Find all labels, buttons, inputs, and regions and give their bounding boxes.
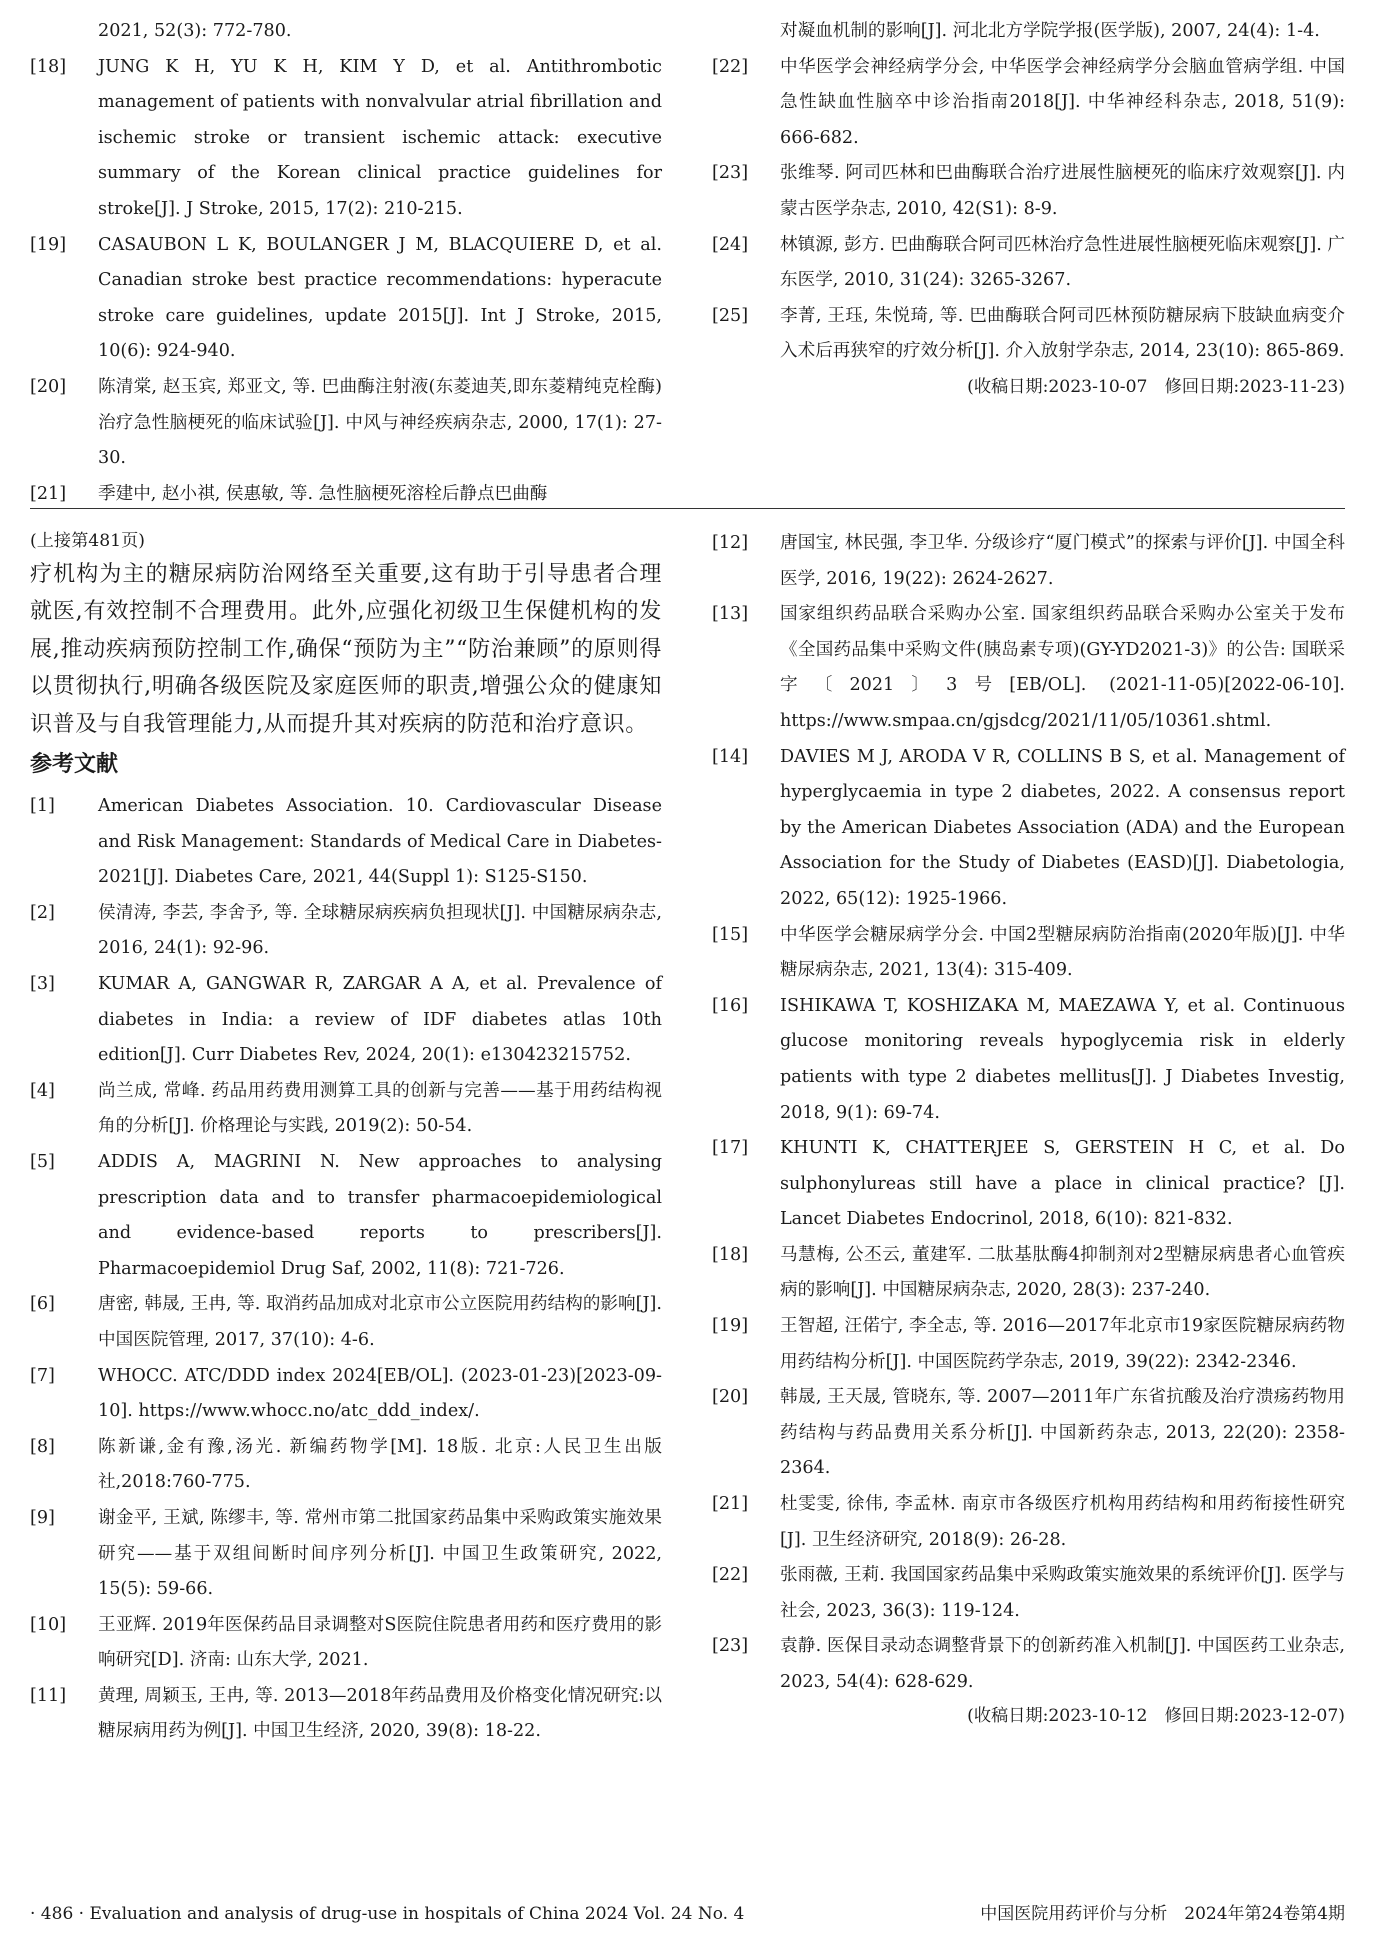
reference-item <box>712 156 1345 227</box>
reference-item <box>30 14 662 50</box>
reference-item <box>712 228 1345 299</box>
reference-number: [18] <box>30 56 67 77</box>
footer-right: 中国医院用药评价与分析 2024年第24卷第4期 <box>980 1904 1345 1924</box>
reference-number: [23] <box>712 163 749 184</box>
reference-text: 韩晟, 王天晟, 管晓东, 等. 2007—2011年广东省抗酸及治疗溃疡药物用药结构与药品费用关系分析[J]. 中国新药杂志, 2013, 22(20): 2358-2364. <box>780 1387 1345 1479</box>
reference-text: 唐密, 韩晟, 王冉, 等. 取消药品加成对北京市公立医院用药结构的影响[J]. 中国医院管理, 2017, 37(10): 4-6. <box>98 1294 662 1350</box>
reference-number: [25] <box>712 305 749 326</box>
continued-from-note: (上接第481页) <box>30 531 145 551</box>
reference-item <box>712 14 1345 50</box>
reference-list <box>30 789 662 1750</box>
reference-text: 黄理, 周颖玉, 王冉, 等. 2013—2018年药品费用及价格变化情况研究:以糖尿病用药为例[J]. 中国卫生经济, 2020, 39(8): 18-22. <box>98 1685 662 1742</box>
reference-text: 张维琴. 阿司匹林和巴曲酶联合治疗进展性脑梗死的临床疗效观察[J]. 内蒙古医学杂志, 2010, 42(S1): 8-9. <box>780 163 1345 219</box>
reference-number: [5] <box>30 1151 55 1172</box>
reference-text: JUNG K H, YU K H, KIM Y D, et al. Antithrombotic management of patients with nonvalvular atrial fibrillation and ischemic stroke or transient ischemic attack: executive summary of the Korean clinical practice guidelines for stroke[J]. J Stroke, 2015, 17(2): 210-215. <box>98 56 662 219</box>
reference-text: 中华医学会神经病学分会, 中华医学会神经病学分会脑血管病学组. 中国急性缺血性脑卒中诊治指南2018[J]. 中华神经科杂志, 2018, 51(9): 666-682. <box>780 56 1345 148</box>
reference-item <box>712 918 1345 989</box>
reference-text: ISHIKAWA T, KOSHIZAKA M, MAEZAWA Y, et al. Continuous glucose monitoring reveals hypoglycemia risk in elderly patients with type 2 diabetes mellitus[J]. J Diabetes Investig, 2018, 9(1): 69-74. <box>780 995 1345 1123</box>
reference-number: [11] <box>30 1685 67 1706</box>
reference-number: [8] <box>30 1436 55 1457</box>
reference-item <box>712 1380 1345 1487</box>
reference-number: [22] <box>712 56 749 77</box>
reference-number: [21] <box>30 483 67 504</box>
top-right-references <box>712 14 1345 402</box>
reference-item <box>712 989 1345 1131</box>
bottom-right-column <box>712 526 1345 1731</box>
reference-item <box>30 1679 662 1750</box>
bottom-left-column <box>30 526 662 1750</box>
reference-item <box>712 299 1345 370</box>
reference-text: 唐国宝, 林民强, 李卫华. 分级诊疗“厦门模式”的探索与评价[J]. 中国全科医学, 2016, 19(22): 2624-2627. <box>780 533 1345 589</box>
reference-item <box>712 1558 1345 1629</box>
reference-number: [6] <box>30 1294 55 1315</box>
reference-item <box>712 1131 1345 1238</box>
reference-item <box>30 1287 662 1358</box>
reference-number: [10] <box>30 1614 67 1635</box>
reference-number: [14] <box>712 746 749 767</box>
received-dates: (收稿日期:2023-10-12 修回日期:2023-12-07) <box>967 1705 1345 1726</box>
reference-text: KHUNTI K, CHATTERJEE S, GERSTEIN H C, et al. Do sulphonylureas still have a place in clinical practice? [J]. Lancet Diabetes Endocrinol, 2018, 6(10): 821-832. <box>780 1138 1345 1230</box>
reference-text: 张雨薇, 王莉. 我国国家药品集中采购政策实施效果的系统评价[J]. 医学与社会, 2023, 36(3): 119-124. <box>780 1565 1345 1621</box>
reference-item <box>30 477 662 513</box>
reference-text: WHOCC. ATC/DDD index 2024[EB/OL]. (2023-01-23)[2023-09-10]. https://www.whocc.no/atc_ddd_index/. <box>98 1365 662 1422</box>
reference-item <box>712 740 1345 918</box>
reference-item <box>712 50 1345 157</box>
reference-text: DAVIES M J, ARODA V R, COLLINS B S, et al. Management of hyperglycaemia in type 2 diabetes, 2022. A consensus report by the American Diabetes Association (ADA) and the European Association for the Study of Diabetes (EASD)[J]. Diabetologia, 2022, 65(12): 1925-1966. <box>780 746 1345 909</box>
reference-text: 尚兰成, 常峰. 药品用药费用测算工具的创新与完善——基于用药结构视角的分析[J]. 价格理论与实践, 2019(2): 50-54. <box>98 1080 662 1137</box>
section-divider <box>30 508 1345 509</box>
reference-item <box>30 1145 662 1287</box>
reference-item <box>712 1238 1345 1309</box>
reference-number: [19] <box>712 1316 749 1337</box>
reference-number: [22] <box>712 1565 749 1586</box>
reference-item <box>30 370 662 477</box>
reference-item <box>712 526 1345 597</box>
reference-item <box>30 1430 662 1501</box>
reference-text: 国家组织药品联合采购办公室. 国家组织药品联合采购办公室关于发布《全国药品集中采购文件(胰岛素专项)(GY-YD2021-3)》的公告: 国联采字〔2021〕3号[EB/OL]. (2021-11-05)[2022-06-10]. https://www.smpaa.cn/gjsdcg/2021/11/05/10361.shtml. <box>780 604 1345 731</box>
reference-text: 中华医学会糖尿病学分会. 中国2型糖尿病防治指南(2020年版)[J]. 中华糖尿病杂志, 2021, 13(4): 315-409. <box>780 924 1345 981</box>
reference-list <box>712 14 1345 370</box>
reference-text: 对凝血机制的影响[J]. 河北北方学院学报(医学版), 2007, 24(4): 1-4. <box>780 21 1320 41</box>
reference-number: [7] <box>30 1365 55 1386</box>
reference-number: [3] <box>30 974 55 994</box>
reference-text: 杜雯雯, 徐伟, 李孟林. 南京市各级医疗机构用药结构和用药衔接性研究[J]. 卫生经济研究, 2018(9): 26-28. <box>780 1494 1345 1550</box>
reference-text: 林镇源, 彭方. 巴曲酶联合阿司匹林治疗急性进展性脑梗死临床观察[J]. 广东医学, 2010, 31(24): 3265-3267. <box>780 234 1345 291</box>
references-heading: 参考文献 <box>30 752 119 778</box>
reference-text: 王亚辉. 2019年医保药品目录调整对S医院住院患者用药和医疗费用的影响研究[D]. 济南: 山东大学, 2021. <box>98 1614 662 1671</box>
reference-item <box>30 1359 662 1430</box>
top-left-references <box>30 14 662 512</box>
reference-number: [15] <box>712 924 749 945</box>
reference-number: [20] <box>30 376 67 397</box>
reference-item <box>712 1487 1345 1558</box>
body-paragraph: 疗机构为主的糖尿病防治网络至关重要,这有助于引导患者合理就医,有效控制不合理费用。此外,应强化初级卫生保健机构的发展,推动疾病预防控制工作,确保“预防为主”“防治兼顾”的原则得以贯彻执行,明确各级医院及家庭医师的职责,增强公众的健康知识普及与自我管理能力,从而提升其对疾病的防范和治疗意识。 <box>30 562 662 737</box>
reference-number: [20] <box>712 1387 749 1408</box>
reference-number: [18] <box>712 1244 749 1265</box>
reference-number: [13] <box>712 604 749 625</box>
reference-number: [2] <box>30 902 55 923</box>
reference-text: 王智超, 汪偌宁, 李全志, 等. 2016—2017年北京市19家医院糖尿病药物用药结构分析[J]. 中国医院药学杂志, 2019, 39(22): 2342-2346. <box>780 1316 1345 1372</box>
reference-number: [23] <box>712 1636 749 1657</box>
reference-item <box>30 228 662 370</box>
footer-left: · 486 · Evaluation and analysis of drug-use in hospitals of China 2024 Vol. 24 No. 4 <box>30 1904 745 1924</box>
reference-text: 谢金平, 王斌, 陈缪丰, 等. 常州市第二批国家药品集中采购政策实施效果研究——基于双组间断时间序列分析[J]. 中国卫生政策研究, 2022, 15(5): 59-66. <box>98 1507 662 1600</box>
reference-number: [21] <box>712 1494 749 1515</box>
reference-item <box>30 1501 662 1608</box>
reference-text: KUMAR A, GANGWAR R, ZARGAR A A, et al. Prevalence of diabetes in India: a review of IDF diabetes atlas 10th edition[J]. Curr Diabetes Rev, 2024, 20(1): e130423215752. <box>98 974 662 1066</box>
reference-item <box>712 597 1345 739</box>
reference-text: ADDIS A, MAGRINI N. New approaches to analysing prescription data and to transfer pharmacoepidemiological and evidence-based reports to prescribers[J]. Pharmacoepidemiol Drug Saf, 2002, 11(8): 721-726. <box>98 1151 662 1279</box>
reference-number: [12] <box>712 533 749 553</box>
reference-item <box>30 1074 662 1145</box>
reference-text: CASAUBON L K, BOULANGER J M, BLACQUIERE D, et al. Canadian stroke best practice recommendations: hyperacute stroke care guidelines, update 2015[J]. Int J Stroke, 2015, 10(6): 924-940. <box>98 234 662 362</box>
reference-number: [4] <box>30 1080 55 1101</box>
received-dates: (收稿日期:2023-10-07 修回日期:2023-11-23) <box>967 376 1345 397</box>
reference-number: [9] <box>30 1507 55 1528</box>
reference-item <box>30 967 662 1074</box>
reference-text: 季建中, 赵小祺, 侯惠敏, 等. 急性脑梗死溶栓后静点巴曲酶 <box>98 483 548 504</box>
reference-text: 2021, 52(3): 772-780. <box>98 21 292 41</box>
reference-item <box>712 1309 1345 1380</box>
reference-text: American Diabetes Association. 10. Cardiovascular Disease and Risk Management: Standards of Medical Care in Diabetes-2021[J]. Diabetes Care, 2021, 44(Suppl 1): S125-S150. <box>98 796 662 888</box>
reference-item <box>712 1629 1345 1700</box>
reference-number: [17] <box>712 1138 749 1159</box>
reference-text: 李菁, 王珏, 朱悦琦, 等. 巴曲酶联合阿司匹林预防糖尿病下肢缺血病变介入术后再狭窄的疗效分析[J]. 介入放射学杂志, 2014, 23(10): 865-869. <box>780 305 1345 362</box>
reference-text: 陈清棠, 赵玉宾, 郑亚文, 等. 巴曲酶注射液(东菱迪芙,即东菱精纯克栓酶)治疗急性脑梗死的临床试验[J]. 中风与神经疾病杂志, 2000, 17(1): 27-30. <box>98 376 662 469</box>
reference-item <box>30 50 662 228</box>
reference-number: [19] <box>30 234 67 255</box>
reference-list <box>712 526 1345 1701</box>
reference-number: [16] <box>712 995 749 1016</box>
reference-text: 马慧梅, 公丕云, 董建军. 二肽基肽酶4抑制剂对2型糖尿病患者心血管疾病的影响[J]. 中国糖尿病杂志, 2020, 28(3): 237-240. <box>780 1244 1345 1301</box>
reference-item <box>30 1608 662 1679</box>
reference-number: [1] <box>30 796 55 817</box>
reference-number: [24] <box>712 234 749 255</box>
reference-text: 袁静. 医保目录动态调整背景下的创新药准入机制[J]. 中国医药工业杂志, 2023, 54(4): 628-629. <box>780 1636 1345 1692</box>
reference-item <box>30 896 662 967</box>
reference-text: 陈新谦,金有豫,汤光. 新编药物学[M]. 18版. 北京:人民卫生出版社,2018:760-775. <box>98 1436 662 1493</box>
reference-text: 侯清涛, 李芸, 李舍予, 等. 全球糖尿病疾病负担现状[J]. 中国糖尿病杂志, 2016, 24(1): 92-96. <box>98 902 662 959</box>
reference-item <box>30 789 662 896</box>
